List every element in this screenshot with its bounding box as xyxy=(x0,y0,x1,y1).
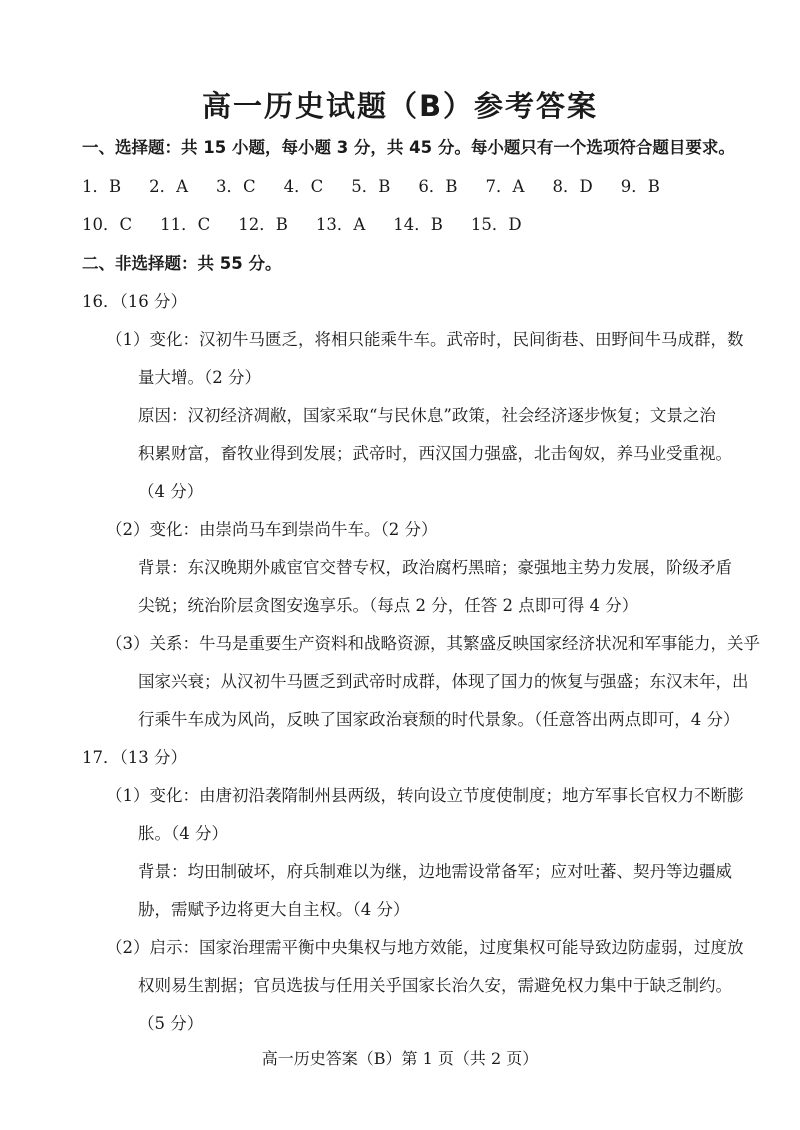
answer-item: 12．B xyxy=(238,215,288,234)
q16-part1-reason-line: 积累财富，畜牧业得到发展；武帝时，西汉国力强盛，北击匈奴，养马业受重视。 xyxy=(138,444,732,463)
q16-part2-line: （2）变化：由崇尚马车到崇尚牛车。（2 分） xyxy=(106,520,438,539)
answer-item: 10．C xyxy=(82,215,133,234)
answer-item: 6．B xyxy=(418,177,458,196)
q17-part1-background-line: 胁，需赋予边将更大自主权。（4 分） xyxy=(138,900,410,919)
answer-item: 9．B xyxy=(620,177,660,196)
answer-item: 13．A xyxy=(315,215,366,234)
q17-part1-line: （1）变化：由唐初沿袭隋制州县两级，转向设立节度使制度；地方军事长官权力不断膨 xyxy=(106,786,744,805)
answer-item: 3．C xyxy=(216,177,256,196)
q16-part1-line: 量大增。（2 分） xyxy=(138,368,261,387)
q17-part1-background-line: 背景：均田制破坏，府兵制难以为继，边地需设常备军；应对吐蕃、契丹等边疆威 xyxy=(138,862,732,881)
q16-part3-line: （3）关系：牛马是重要生产资料和战略资源，其繁盛反映国家经济状况和军事能力，关乎 xyxy=(106,634,760,653)
q17-part2-line: （2）启示：国家治理需平衡中央集权与地方效能，过度集权可能导致边防虚弱，过度放 xyxy=(106,938,744,957)
q16-part1-line: （1）变化：汉初牛马匮乏，将相只能乘牛车。武帝时，民间街巷、田野间牛马成群，数 xyxy=(106,330,744,349)
answer-item: 14．B xyxy=(393,215,443,234)
section2-heading: 二、非选择题：共 55 分。 xyxy=(82,254,282,273)
answer-item: 4．C xyxy=(283,177,324,196)
answer-item: 8．D xyxy=(552,177,593,196)
q16-part3-line: 国家兴衰；从汉初牛马匮乏到武帝时成群，体现了国力的恢复与强盛；东汉末年，出 xyxy=(138,672,749,691)
answer-item: 1．B xyxy=(82,177,122,196)
q16-part1-reason-line: （4 分） xyxy=(138,482,204,501)
q16-part2-background-line: 背景：东汉晚期外戚宦官交替专权，政治腐朽黑暗；豪强地主势力发展，阶级矛盾 xyxy=(138,558,732,577)
page-title: 高一历史试题（B）参考答案 xyxy=(201,89,599,123)
page-footer: 高一历史答案（B）第 1 页（共 2 页） xyxy=(261,1049,539,1068)
section1-heading: 一、选择题：共 15 小题，每小题 3 分，共 45 分。每小题只有一个选项符合题目要求。 xyxy=(82,138,735,157)
q17-label: 17．（13 分） xyxy=(82,748,187,767)
answers-row-2 xyxy=(82,215,550,235)
q16-label: 16．（16 分） xyxy=(82,292,187,311)
answer-item: 15．D xyxy=(470,215,522,234)
answers-row-1 xyxy=(82,177,688,197)
answer-item: 2．A xyxy=(149,177,189,196)
answer-item: 5．B xyxy=(351,177,391,196)
q16-part1-reason-line: 原因：汉初经济凋敝，国家采取“与民休息”政策，社会经济逐步恢复；文景之治 xyxy=(138,406,716,425)
answer-item: 7．A xyxy=(485,177,525,196)
q16-part2-background-line: 尖锐；统治阶层贪图安逸享乐。（每点 2 分，任答 2 点即可得 4 分） xyxy=(138,596,639,615)
answer-item: 11．C xyxy=(160,215,211,234)
q17-part1-line: 胀。（4 分） xyxy=(138,824,228,843)
q17-part2-line: 权则易生割据；官员选拔与任用关乎国家长治久安，需避免权力集中于缺乏制约。 xyxy=(138,976,732,995)
q17-part2-line: （5 分） xyxy=(138,1014,204,1033)
q16-part3-line: 行乘牛车成为风尚，反映了国家政治衰颓的时代景象。（任意答出两点即可，4 分） xyxy=(138,710,740,729)
